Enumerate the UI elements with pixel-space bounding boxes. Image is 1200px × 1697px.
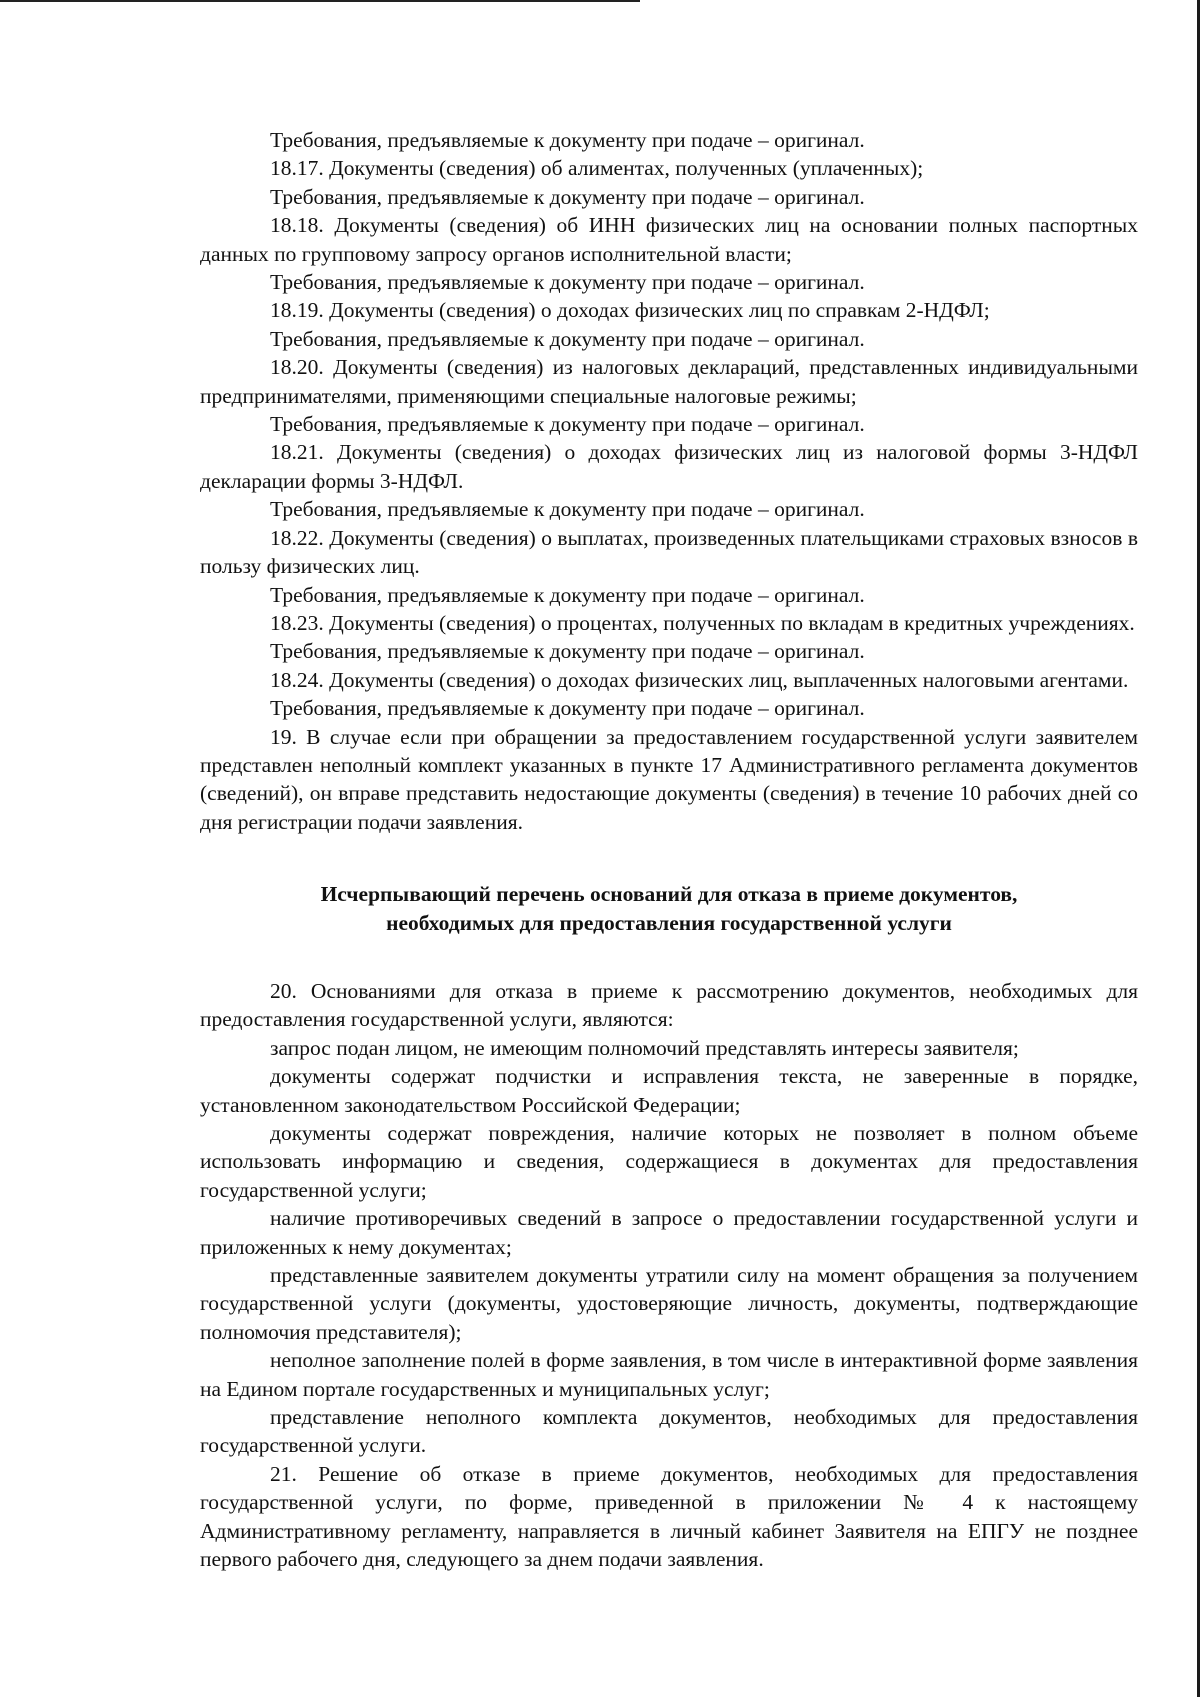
item-18-19-paragraph: 18.19. Документы (сведения) о доходах физических лиц по справкам 2-НДФЛ; — [270, 298, 990, 323]
requirement-paragraph: Требования, предъявляемые к документу при подаче – оригинал. — [270, 412, 865, 437]
item-18-18-paragraph: 18.18. Документы (сведения) об ИНН физических лиц на основании полных паспортных данных по групповому запросу органов исполнительной власти; — [200, 213, 1138, 266]
item-18-23-paragraph: 18.23. Документы (сведения) о процентах, полученных по вкладам в кредитных учреждениях. — [270, 610, 1135, 635]
ground-paragraph: документы содержат повреждения, наличие которых не позволяет в полном объеме использовать информацию и сведения, содержащиеся в документах для предоставления государственной услуги; — [200, 1121, 1138, 1202]
ground-paragraph: запрос подан лицом, не имеющим полномочий представлять интересы заявителя; — [270, 1035, 1019, 1060]
section-heading-line: Исчерпывающий перечень оснований для отказа в приеме документов, — [320, 882, 1018, 907]
requirement-paragraph: Требования, предъявляемые к документу при подаче – оригинал. — [270, 582, 865, 607]
section-heading-line: необходимых для предоставления государственной услуги — [386, 910, 952, 935]
item-18-24-paragraph: 18.24. Документы (сведения) о доходах физических лиц, выплаченных налоговыми агентами. — [270, 667, 1129, 692]
ground-paragraph: представленные заявителем документы утратили силу на момент обращения за получением государственной услуги (документы, удостоверяющие личность, документы, подтверждающие полномочия представителя); — [200, 1263, 1138, 1344]
scan-edge-top — [0, 0, 640, 2]
ground-paragraph: представление неполного комплекта документов, необходимых для предоставления государственной услуги. — [200, 1405, 1138, 1458]
item-19-paragraph: 19. В случае если при обращении за предоставлением государственной услуги заявителем представлен неполный комплект указанных в пункте 17 Административного регламента документов (сведений), он вправе представить недостающие документы (сведения) в течение 10 рабочих дней со дня регистрации подачи заявления. — [200, 724, 1138, 834]
section-heading — [200, 880, 1138, 937]
requirement-paragraph: Требования, предъявляемые к документу при подаче – оригинал. — [270, 326, 865, 351]
item-18-20-paragraph: 18.20. Документы (сведения) из налоговых деклараций, представленных индивидуальными предпринимателями, применяющими специальные налоговые режимы; — [200, 355, 1138, 408]
requirement-paragraph: Требования, предъявляемые к документу при подаче – оригинал. — [270, 696, 865, 721]
requirement-paragraph: Требования, предъявляемые к документу при подаче – оригинал. — [270, 639, 865, 664]
item-18-17-paragraph: 18.17. Документы (сведения) об алиментах, полученных (уплаченных); — [270, 156, 924, 181]
ground-paragraph: документы содержат подчистки и исправления текста, не заверенные в порядке, установленном законодательством Российской Федерации; — [200, 1064, 1138, 1117]
requirement-paragraph: Требования, предъявляемые к документу при подаче – оригинал. — [270, 497, 865, 522]
requirement-paragraph: Требования, предъявляемые к документу при подаче – оригинал. — [270, 184, 865, 209]
paragraphs-before-heading — [200, 126, 1138, 836]
ground-paragraph: наличие противоречивых сведений в запросе о предоставлении государственной услуги и приложенных к нему документах; — [200, 1206, 1138, 1259]
requirement-paragraph: Требования, предъявляемые к документу при подаче – оригинал. — [270, 128, 865, 152]
item-20-paragraph: 20. Основаниями для отказа в приеме к рассмотрению документов, необходимых для предоставления государственной услуги, являются: — [200, 978, 1138, 1032]
requirement-paragraph: Требования, предъявляемые к документу при подаче – оригинал. — [270, 270, 865, 295]
document-page — [200, 126, 1138, 1574]
paragraphs-after-heading — [200, 977, 1138, 1574]
item-21-paragraph: 21. Решение об отказе в приеме документов, необходимых для предоставления государственной услуги, по форме, приведенной в приложении № 4 к настоящему Административному регламенту, направляется в личный кабинет Заявителя на ЕПГУ не позднее первого рабочего дня, следующего за днем подачи заявления. — [200, 1461, 1138, 1572]
ground-paragraph: неполное заполнение полей в форме заявления, в том числе в интерактивной форме заявления на Едином портале государственных и муниципальных услуг; — [200, 1348, 1138, 1401]
item-18-21-paragraph: 18.21. Документы (сведения) о доходах физических лиц из налоговой формы 3-НДФЛ декларации формы 3-НДФЛ. — [200, 440, 1138, 493]
item-18-22-paragraph: 18.22. Документы (сведения) о выплатах, произведенных плательщиками страховых взносов в пользу физических лиц. — [200, 525, 1138, 579]
